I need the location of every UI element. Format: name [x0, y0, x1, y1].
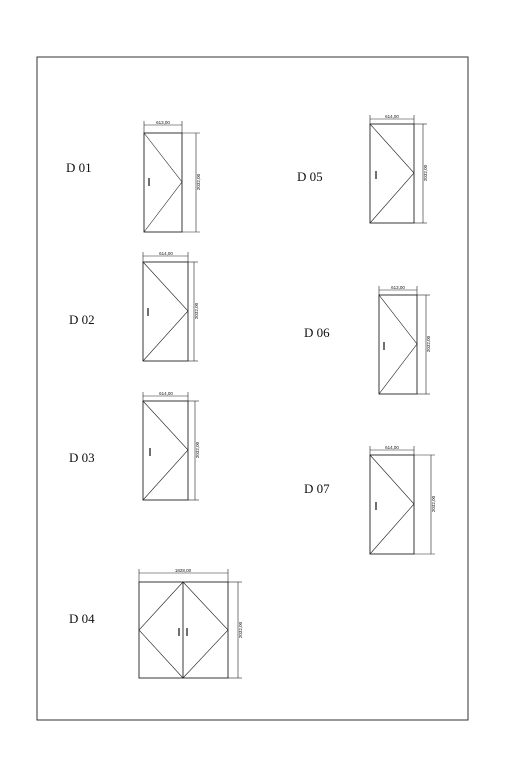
door-d02-frame — [143, 262, 188, 361]
door-d03-label: D 03 — [69, 450, 95, 465]
door-d01-frame — [144, 133, 182, 232]
door-d04-label: D 04 — [69, 611, 95, 626]
door-d07-label: D 07 — [304, 481, 330, 496]
door-d07 — [304, 445, 436, 554]
door-d01 — [66, 120, 201, 232]
door-d02-label: D 02 — [69, 312, 95, 327]
door-d04-right-swing — [183, 582, 228, 678]
door-d06-frame — [379, 295, 417, 394]
door-d05-height-label: 2032,00 — [423, 164, 428, 182]
door-d05-width-label: 614,00 — [385, 114, 399, 119]
door-d04-height-label: 2032,00 — [238, 621, 243, 639]
sheet-border — [37, 57, 468, 720]
door-d05 — [297, 114, 428, 223]
door-d06-swing — [379, 295, 417, 394]
door-d03-height-label: 2032,00 — [195, 441, 200, 459]
door-d04-width-label: 1828,00 — [174, 568, 192, 573]
door-d05-label: D 05 — [297, 169, 323, 184]
door-d06-label: D 06 — [304, 325, 330, 340]
door-d01-width-label: 613,00 — [156, 120, 170, 125]
door-d07-width-label: 614,00 — [385, 445, 399, 450]
door-d06-height-label: 2032,00 — [426, 335, 431, 353]
door-d03 — [69, 391, 200, 500]
door-d07-height-label: 2032,00 — [431, 495, 436, 513]
door-d04-frame — [139, 582, 228, 678]
door-d04 — [69, 568, 243, 678]
door-d02 — [69, 251, 199, 361]
door-d02-width-label: 614,00 — [159, 251, 173, 256]
door-d01-label: D 01 — [66, 160, 92, 175]
door-d01-swing — [144, 133, 182, 232]
door-d01-height-label: 2032,00 — [196, 173, 201, 191]
door-d06 — [304, 285, 431, 394]
door-d06-width-label: 613,00 — [391, 285, 405, 290]
door-d02-height-label: 2032,00 — [194, 302, 199, 320]
door-d02-swing — [143, 262, 188, 361]
door-d03-width-label: 614,00 — [159, 391, 173, 396]
door-d04-left-swing — [139, 582, 183, 678]
